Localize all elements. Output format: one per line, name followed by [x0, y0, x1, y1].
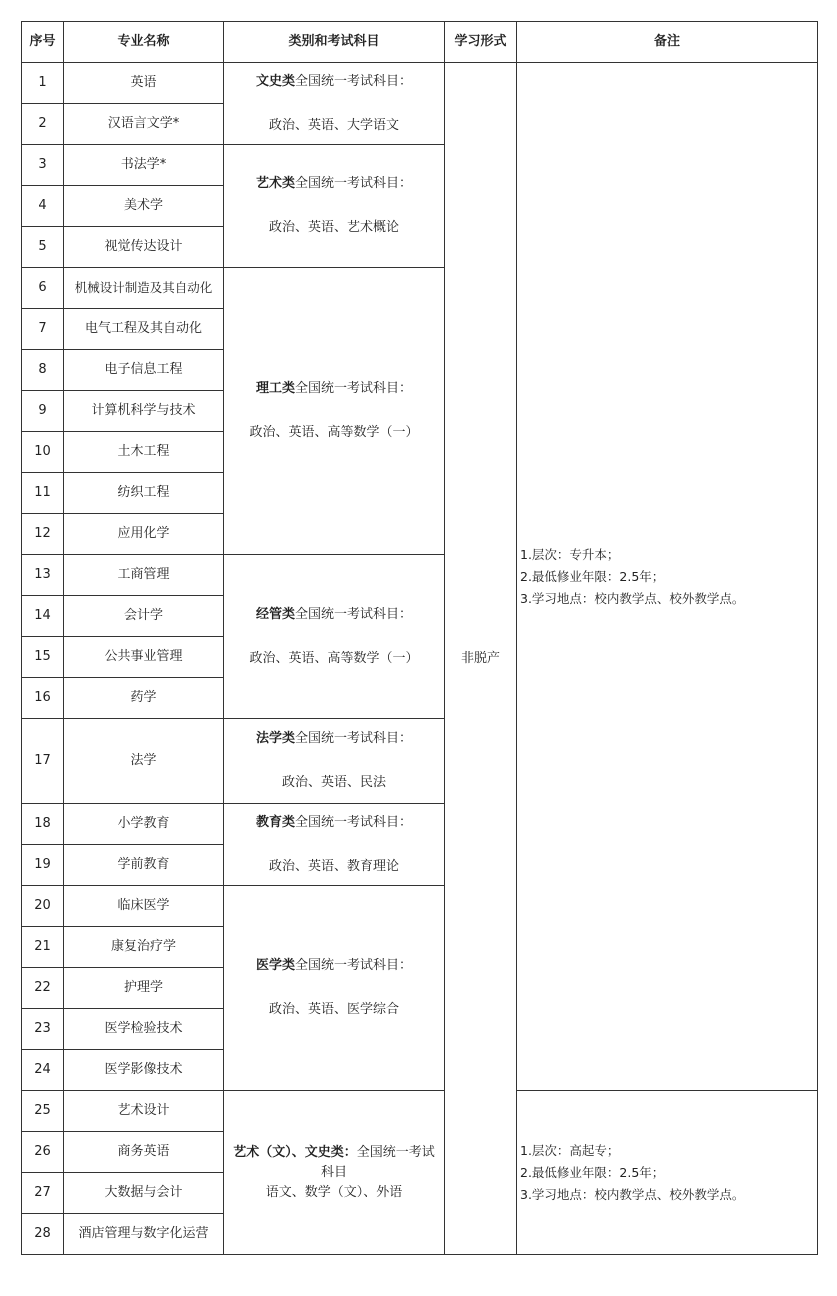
row-major: 临床医学 — [64, 886, 224, 927]
row-no: 10 — [22, 432, 64, 473]
row-no: 15 — [22, 637, 64, 678]
category-cell — [224, 804, 445, 886]
category-cell — [224, 63, 445, 145]
note-line: 2.最低修业年限：2.5年； — [520, 1164, 665, 1180]
row-major: 药学 — [64, 678, 224, 719]
category-exam-label: 全国统一考试科目： — [295, 381, 413, 396]
row-major: 美术学 — [64, 186, 224, 227]
row-major: 艺术设计 — [64, 1091, 224, 1132]
category-exam-label: 全国统一考试科目： — [295, 176, 413, 191]
note-cell — [517, 63, 818, 1091]
category-name: 法学类 — [255, 731, 295, 746]
note-line: 3.学习地点：校内教学点、校外教学点。 — [520, 590, 745, 606]
row-no: 28 — [22, 1214, 64, 1255]
study-mode-cell: 非脱产 — [445, 63, 517, 1255]
note-line: 1.层次：专升本； — [520, 546, 620, 562]
category-exam-label: 全国统一考试科目： — [295, 731, 413, 746]
row-major: 护理学 — [64, 968, 224, 1009]
row-no: 25 — [22, 1091, 64, 1132]
category-exam-label: 全国统一考试科目 — [320, 1144, 435, 1180]
category-exam-label: 全国统一考试科目： — [295, 606, 413, 622]
row-major: 法学 — [64, 719, 224, 804]
row-no: 7 — [22, 309, 64, 350]
row-no: 14 — [22, 596, 64, 637]
category-cell — [224, 1091, 445, 1255]
header-category: 类别和考试科目 — [224, 22, 445, 63]
row-no: 27 — [22, 1173, 64, 1214]
row-major: 学前教育 — [64, 845, 224, 886]
category-name: 医学类 — [255, 958, 295, 973]
row-no: 19 — [22, 845, 64, 886]
row-no: 21 — [22, 927, 64, 968]
note-line: 2.最低修业年限：2.5年； — [520, 568, 665, 584]
row-major: 视觉传达设计 — [64, 227, 224, 268]
row-no: 20 — [22, 886, 64, 927]
note-line: 1.层次：高起专； — [520, 1142, 620, 1158]
majors-table — [21, 21, 818, 1255]
category-subjects: 政治、英语、民法 — [281, 775, 386, 790]
row-major: 纺织工程 — [64, 473, 224, 514]
category-subjects: 政治、英语、高等数学（一） — [249, 650, 419, 666]
note-cell — [517, 1091, 818, 1255]
category-subjects: 政治、英语、大学语文 — [268, 117, 399, 133]
category-cell — [224, 886, 445, 1091]
row-major: 商务英语 — [64, 1132, 224, 1173]
row-major: 酒店管理与数字化运营 — [64, 1214, 224, 1255]
row-major: 电气工程及其自动化 — [64, 309, 224, 350]
category-exam-label: 全国统一考试科目： — [295, 958, 413, 973]
row-major: 计算机科学与技术 — [64, 391, 224, 432]
row-major: 会计学 — [64, 596, 224, 637]
row-major: 电子信息工程 — [64, 350, 224, 391]
row-no: 18 — [22, 804, 64, 845]
header-no: 序号 — [22, 22, 64, 63]
category-cell — [224, 719, 445, 804]
note-line: 3.学习地点：校内教学点、校外教学点。 — [520, 1186, 745, 1202]
row-no: 2 — [22, 104, 64, 145]
category-name: 教育类 — [255, 814, 295, 830]
category-subjects: 政治、英语、教育理论 — [268, 858, 399, 874]
row-no: 5 — [22, 227, 64, 268]
category-name: 艺术类 — [255, 176, 295, 191]
category-cell — [224, 145, 445, 268]
category-cell — [224, 555, 445, 719]
category-subjects: 政治、英语、医学综合 — [268, 1002, 399, 1017]
category-name: 理工类 — [255, 381, 295, 396]
row-no: 17 — [22, 719, 64, 804]
row-major: 书法学* — [64, 145, 224, 186]
category-cell — [224, 268, 445, 555]
row-major: 机械设计制造及其自动化 — [64, 268, 224, 309]
row-major: 医学影像技术 — [64, 1050, 224, 1091]
table-row — [22, 1091, 818, 1132]
row-no: 24 — [22, 1050, 64, 1091]
table-row — [22, 63, 818, 104]
row-major: 小学教育 — [64, 804, 224, 845]
row-no: 13 — [22, 555, 64, 596]
row-major: 医学检验技术 — [64, 1009, 224, 1050]
row-no: 9 — [22, 391, 64, 432]
row-no: 6 — [22, 268, 64, 309]
row-no: 11 — [22, 473, 64, 514]
row-no: 16 — [22, 678, 64, 719]
row-major: 应用化学 — [64, 514, 224, 555]
row-major: 英语 — [64, 63, 224, 104]
row-major: 大数据与会计 — [64, 1173, 224, 1214]
row-major: 公共事业管理 — [64, 637, 224, 678]
category-subjects: 政治、英语、高等数学（一） — [249, 425, 419, 440]
category-subjects: 语文、数学（文）、外语 — [265, 1184, 403, 1200]
row-major: 工商管理 — [64, 555, 224, 596]
category-name: 艺术（文）、文史类： — [233, 1144, 357, 1160]
row-no: 23 — [22, 1009, 64, 1050]
category-exam-label: 全国统一考试科目： — [295, 814, 413, 830]
category-name: 文史类 — [255, 73, 295, 89]
row-no: 4 — [22, 186, 64, 227]
row-no: 12 — [22, 514, 64, 555]
header-major: 专业名称 — [64, 22, 224, 63]
row-no: 8 — [22, 350, 64, 391]
category-exam-label: 全国统一考试科目： — [295, 73, 413, 89]
header-note: 备注 — [517, 22, 818, 63]
row-no: 3 — [22, 145, 64, 186]
category-name: 经管类 — [255, 606, 295, 622]
row-no: 1 — [22, 63, 64, 104]
row-no: 22 — [22, 968, 64, 1009]
category-subjects: 政治、英语、艺术概论 — [268, 220, 399, 235]
row-major: 康复治疗学 — [64, 927, 224, 968]
row-no: 26 — [22, 1132, 64, 1173]
row-major: 汉语言文学* — [64, 104, 224, 145]
table-header-row — [22, 22, 818, 63]
header-mode: 学习形式 — [445, 22, 517, 63]
row-major: 土木工程 — [64, 432, 224, 473]
